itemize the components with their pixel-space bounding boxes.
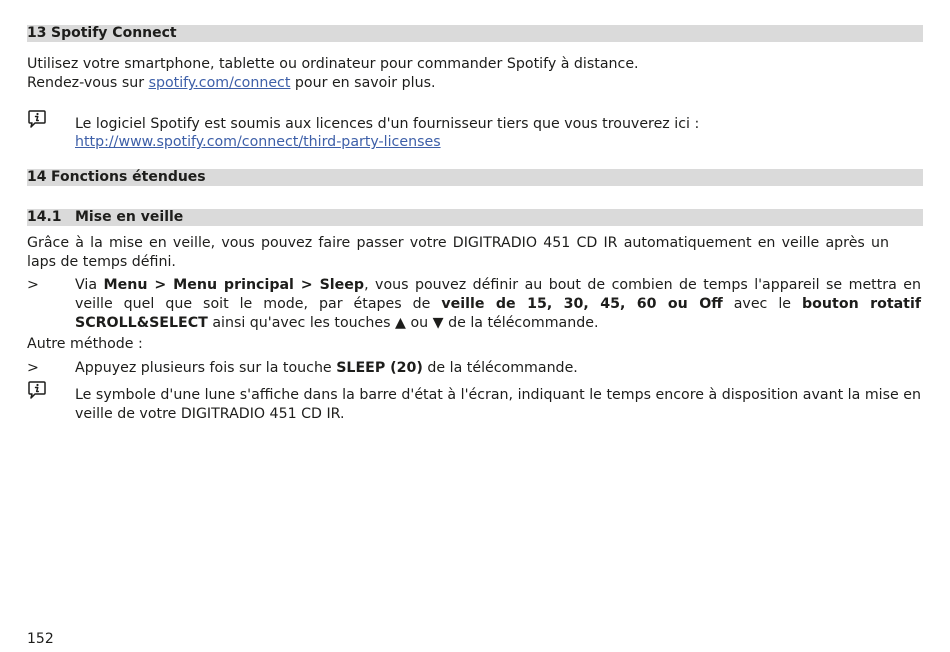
step1-with: avec le: [722, 296, 803, 312]
step1-via: Via: [75, 277, 104, 293]
info-icon: [27, 380, 47, 400]
intro-suffix: pour en savoir plus.: [290, 75, 436, 91]
page-number: 152: [27, 631, 54, 647]
section-number: 13: [27, 25, 47, 41]
section-number: 14: [27, 169, 47, 185]
section-title: Spotify Connect: [51, 25, 177, 41]
spotify-connect-link[interactable]: spotify.com/connect: [148, 75, 291, 91]
section-13-note-text: Le logiciel Spotify est soumis aux licences d'un fournisseur tiers que vous trouverez ici :: [75, 116, 700, 132]
step2-prefix: Appuyez plusieurs fois sur la touche: [75, 360, 337, 376]
step-2-text: [75, 359, 578, 378]
step2-sleep-key: SLEEP (20): [336, 360, 423, 376]
section-14-1-note-text: Le symbole d'une lune s'affiche dans la barre d'état à l'écran, indiquant le temps encore à disposition avant la mise en veille de votre DIGITRADIO 451 CD IR.: [75, 387, 921, 422]
step2-suffix: de la télécommande.: [422, 360, 578, 376]
step-1-text: [75, 276, 921, 333]
section-14-header: [27, 169, 923, 186]
section-13-intro-line1: Utilisez votre smartphone, tablette ou ordinateur pour commander Spotify à distance.: [27, 56, 639, 72]
intro-prefix: Rendez-vous sur: [27, 75, 149, 91]
info-icon: [27, 109, 47, 129]
section-title: Fonctions étendues: [51, 169, 206, 185]
third-party-licenses-link[interactable]: http://www.spotify.com/connect/third-party-licenses: [75, 134, 441, 150]
step1-menu-path: Menu > Menu principal > Sleep: [103, 277, 365, 293]
step-arrow: >: [27, 360, 39, 376]
step1-sleep-steps: veille de 15, 30, 45, 60 ou Off: [441, 296, 723, 312]
section-13-intro-line2: [27, 74, 435, 93]
step-arrow: >: [27, 277, 39, 293]
section-13-header: [27, 25, 923, 42]
step1-mid: , vous pouvez définir au bout de combien de temps l'appareil se mettra en veille quel que soit le mode, par étapes de: [75, 277, 921, 312]
section-title: Mise en veille: [75, 209, 184, 225]
alternative-method-label: Autre méthode :: [27, 336, 143, 352]
section-14-1-intro: Grâce à la mise en veille, vous pouvez faire passer votre DIGITRADIO 451 CD IR automatiquement en veille après un laps de temps défini.: [27, 235, 889, 270]
step1-knob: bouton rotatif SCROLL&SELECT: [75, 296, 922, 331]
section-14-1-header: [27, 209, 923, 226]
section-13-note-link-line: [75, 133, 441, 152]
section-number: 14.1: [27, 209, 62, 225]
step1-end: ainsi qu'avec les touches ▲ ou ▼ de la télécommande.: [207, 315, 599, 331]
